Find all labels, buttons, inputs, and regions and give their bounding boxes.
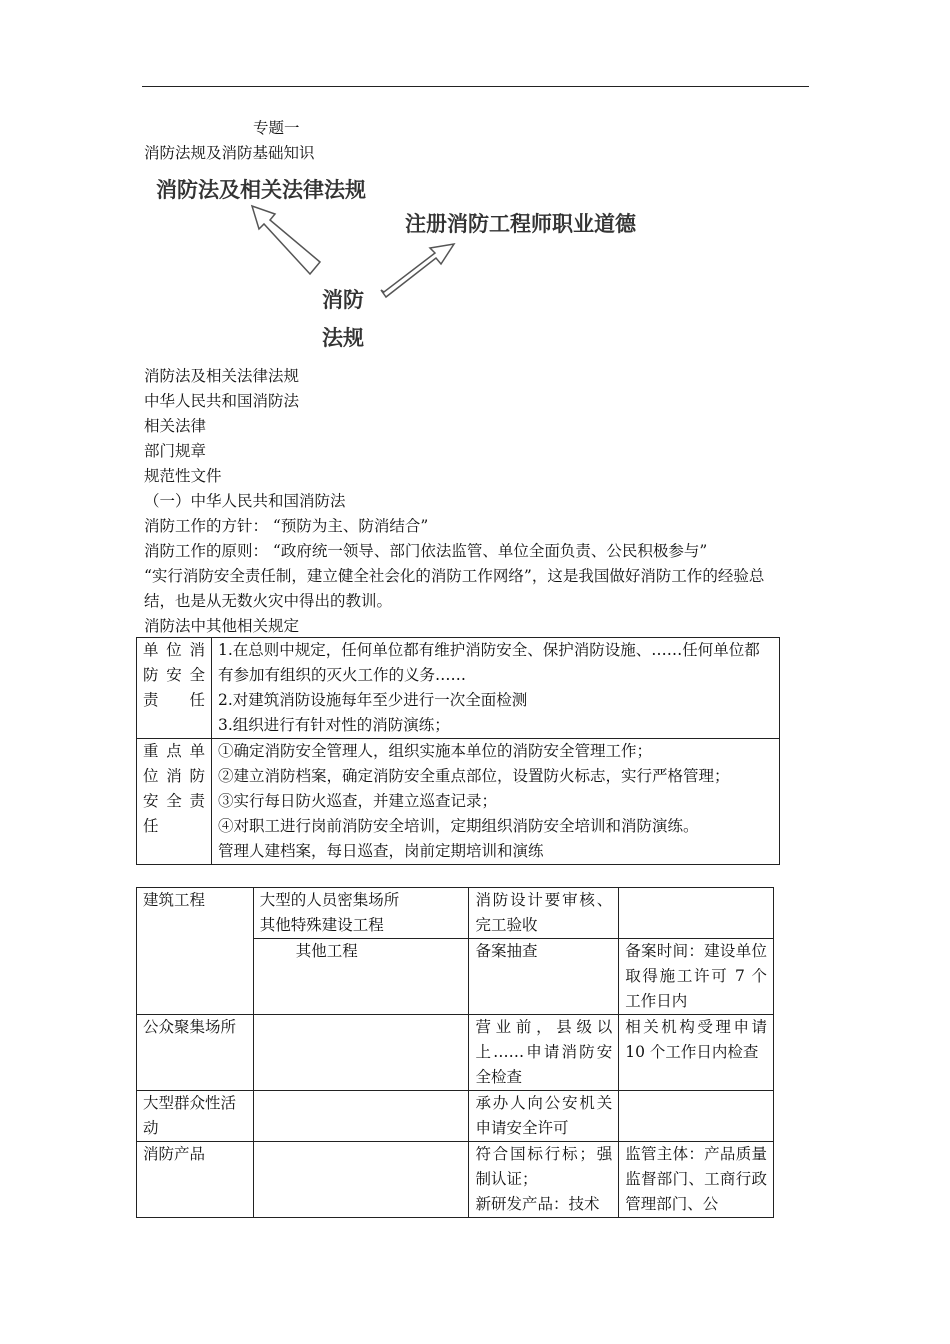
- topic-subtitle: 消防法规及消防基础知识: [144, 144, 315, 162]
- label-line: 位消防: [143, 767, 205, 785]
- table-cell: 监管主体：产品质量监督部门、工商行政管理部门、公: [619, 1142, 774, 1218]
- diagram-arrows: [140, 168, 660, 358]
- table-cell: 消防设计要审核、完工验收: [469, 888, 619, 939]
- table-cell: 备案时间：建设单位取得施工许可 7 个工作日内: [619, 939, 774, 1015]
- label-line: 任: [143, 817, 159, 835]
- content-line: 2.对建筑消防设施每年至少进行一次全面检测: [218, 691, 528, 709]
- table-cell: 消防产品: [137, 1142, 254, 1218]
- table-row: [137, 888, 774, 939]
- table-cell: [253, 888, 469, 939]
- outline-item: 消防法及相关法律法规: [144, 367, 300, 385]
- label-line: 重点单: [143, 742, 205, 760]
- row-label: [137, 638, 212, 739]
- cell-line: 其他特殊建设工程: [259, 916, 384, 934]
- row-label: [137, 739, 212, 865]
- content-line: ③实行每日防火巡查，并建立巡查记录；: [218, 792, 498, 810]
- content-line: 管理人建档案，每日巡查，岗前定期培训和演练: [218, 842, 544, 860]
- responsibility-text-2: 结，也是从无数火灾中得出的教训。: [144, 592, 393, 610]
- table-cell: [619, 1091, 774, 1142]
- table-cell: 建筑工程: [137, 888, 254, 1015]
- content-line: ①确定消防安全管理人，组织实施本单位的消防安全管理工作；: [218, 742, 653, 760]
- table-row: [137, 1015, 774, 1091]
- row-content: [212, 638, 780, 739]
- principle-text: 消防工作的原则： “政府统一领导、部门依法监管、单位全面负责、公民积极参与”: [144, 542, 708, 560]
- outline-item: 部门规章: [144, 442, 207, 460]
- table-cell: [253, 1142, 469, 1218]
- cell-line: 大型的人员密集场所: [259, 891, 400, 909]
- content-line: 3.组织进行有针对性的消防演练；: [218, 716, 450, 734]
- table-cell: 公众聚集场所: [137, 1015, 254, 1091]
- table-cell: 营业前，县级以上……申请消防安全检查: [469, 1015, 619, 1091]
- label-line: 单位消: [143, 641, 205, 659]
- content-line: ④对职工进行岗前消防安全培训，定期组织消防安全培训和消防演练。: [218, 817, 699, 835]
- label-line: 防安全: [143, 666, 205, 684]
- table-cell: [253, 1015, 469, 1091]
- table-cell: [253, 1091, 469, 1142]
- other-rules-heading: 消防法中其他相关规定: [144, 617, 300, 635]
- section-heading: （一）中华人民共和国消防法: [144, 492, 346, 510]
- diagram-label-ethics: 注册消防工程师职业道德: [405, 212, 636, 236]
- cell-line: 新研发产品：技术: [475, 1195, 600, 1213]
- outline-item: 中华人民共和国消防法: [144, 392, 300, 410]
- responsibility-text-1: “实行消防安全责任制，建立健全社会化的消防工作网络”，这是我国做好消防工作的经验总: [144, 567, 765, 585]
- table-cell: 备案抽查: [469, 939, 619, 1015]
- responsibility-table: [136, 637, 780, 865]
- policy-text: 消防工作的方针： “预防为主、防消结合”: [144, 517, 429, 535]
- law-diagram: [140, 168, 660, 358]
- diagram-label-center-2: 法规: [322, 326, 364, 350]
- table-cell: [469, 1142, 619, 1218]
- table-row: [137, 1091, 774, 1142]
- label-line: 责 任: [143, 691, 205, 709]
- diagram-label-law: 消防法及相关法律法规: [156, 178, 366, 202]
- table-row: [137, 739, 780, 865]
- arrow-up-right-icon: [381, 244, 454, 297]
- table-cell: 其他工程: [253, 939, 469, 1015]
- arrow-up-left-icon: [252, 206, 320, 274]
- table-cell: [619, 888, 774, 939]
- cell-line: 符合国标行标；强制认证；: [475, 1145, 613, 1188]
- table-cell: 大型群众性活动: [137, 1091, 254, 1142]
- table-cell: 相关机构受理申请 10 个工作日内检查: [619, 1015, 774, 1091]
- label-line: 安全责: [143, 792, 205, 810]
- topic-title: 专题一: [253, 119, 300, 137]
- table-cell: 承办人向公安机关申请安全许可: [469, 1091, 619, 1142]
- outline-item: 相关法律: [144, 417, 207, 435]
- content-line: ②建立消防档案，确定消防安全重点部位，设置防火标志，实行严格管理；: [218, 767, 730, 785]
- approval-table: [136, 887, 774, 1218]
- table-row: [137, 1142, 774, 1218]
- content-line: 1.在总则中规定，任何单位都有维护消防安全、保护消防设施、……任何单位都有参加有组织的灭火工作的义务……: [218, 641, 760, 684]
- header-rule: [142, 86, 809, 87]
- row-content: [212, 739, 780, 865]
- outline-item: 规范性文件: [144, 467, 222, 485]
- table-row: [137, 638, 780, 739]
- diagram-label-center-1: 消防: [322, 288, 364, 312]
